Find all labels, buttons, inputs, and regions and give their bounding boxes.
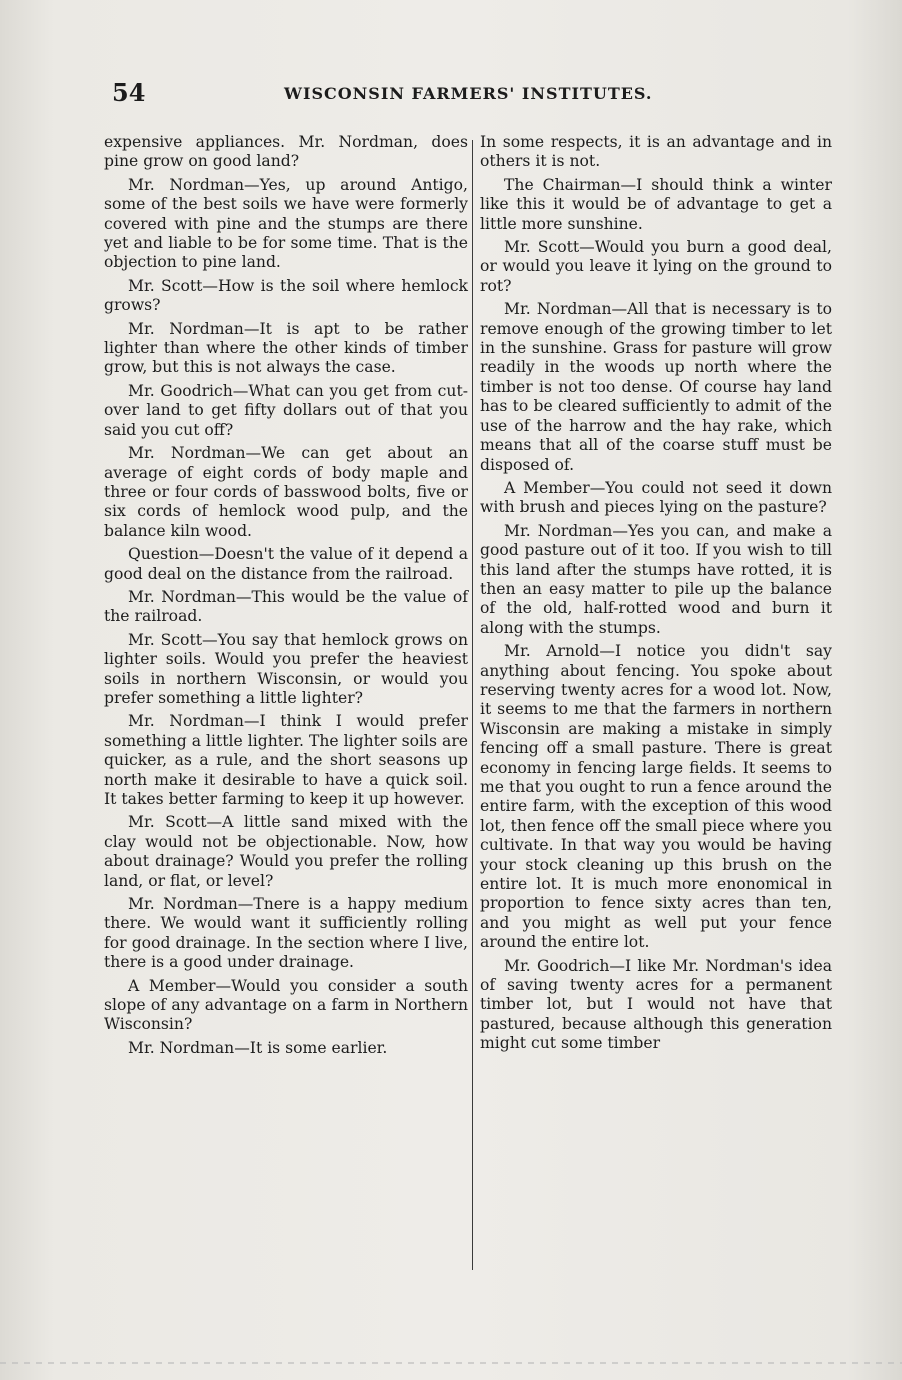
paragraph: A Member—You could not seed it down with brush and pieces lying on the pasture? <box>480 478 832 517</box>
paragraph: The Chairman—I should think a winter like this it would be of advantage to get a little more sunshine. <box>480 175 832 233</box>
paragraph: A Member—Would you consider a south slope of any advantage on a farm in Northern Wisconsin? <box>104 976 468 1034</box>
paragraph: Mr. Nordman—Yes, up around Antigo, some of the best soils we have were formerly covered with pine and the stumps are there yet and liable to be for some time. That is the objection to pine land. <box>104 175 468 272</box>
paragraph: Question—Doesn't the value of it depend a good deal on the distance from the railroad. <box>104 545 468 583</box>
paragraph: Mr. Nordman—All that is necessary is to remove enough of the growing timber to let in the sunshine. Grass for pasture will grow readily in the woods up north where the timber is not too dense. Of course hay land has to be cleared sufficiently to admit of the use of the harrow and the hay rake, which means that all of the coarse stuff must be disposed of. <box>480 300 832 474</box>
paragraph: expensive appliances. Mr. Nordman, does pine grow on good land? <box>104 133 468 171</box>
paragraph: Mr. Goodrich—I like Mr. Nordman's idea of saving twenty acres for a permanent timber lot, but I would not have that pastured, because although this generation might cut some timber <box>480 956 832 1053</box>
paragraph: Mr. Nordman—Tnere is a happy medium there. We would want it sufficiently rolling for good drainage. In the section where I live, there is a good under drainage. <box>104 895 468 972</box>
paragraph: Mr. Scott—How is the soil where hemlock grows? <box>104 276 468 315</box>
running-title: WISCONSIN FARMERS' INSTITUTES. <box>284 84 653 103</box>
page-number: 54 <box>112 78 146 107</box>
paragraph: Mr. Nordman—It is apt to be rather lighter than where the other kinds of timber grow, but this is not always the case. <box>104 319 468 377</box>
scan-artifact <box>0 1362 902 1364</box>
column-divider <box>472 140 473 1270</box>
paragraph: Mr. Scott—You say that hemlock grows on lighter soils. Would you prefer the heaviest soils in northern Wisconsin, or would you prefer something a little lighter? <box>104 630 468 707</box>
paragraph: Mr. Nordman—Yes you can, and make a good pasture out of it too. If you wish to till this land after the stumps have rotted, it is then an easy matter to pile up the balance of the old, half-rotted wood and burn it along with the stumps. <box>480 521 832 637</box>
paragraph: In some respects, it is an advantage and in others it is not. <box>480 133 832 171</box>
paragraph: Mr. Nordman—I think I would prefer something a little lighter. The lighter soils are quicker, as a rule, and the short seasons up north make it desirable to have a quick soil. It takes better farming to keep it up however. <box>104 712 468 808</box>
paragraph: Mr. Scott—A little sand mixed with the clay would not be objectionable. Now, how about drainage? Would you prefer the rolling land, or flat, or level? <box>104 813 468 890</box>
right-column <box>480 133 832 1058</box>
left-column <box>104 133 468 1062</box>
paragraph: Mr. Nordman—It is some earlier. <box>128 1038 388 1057</box>
paragraph: Mr. Scott—Would you burn a good deal, or would you leave it lying on the ground to rot? <box>480 238 832 295</box>
paragraph: Mr. Nordman—This would be the value of the railroad. <box>104 587 468 626</box>
paragraph: Mr. Arnold—I notice you didn't say anything about fencing. You spoke about reserving twenty acres for a wood lot. Now, it seems to me that the farmers in northern Wisconsin are making a mistake in simply fencing off a small pasture. There is great economy in fencing large fields. It seems to me that you ought to run a fence around the entire farm, with the exception of this wood lot, then fence off the small piece where you cultivate. In that way you would be having your stock cleaning up this brush on the entire lot. It is much more enonomical in proportion to fence sixty acres than ten, and you might as well put your fence around the entire lot. <box>480 642 832 952</box>
paragraph: Mr. Goodrich—What can you get from cut-over land to get fifty dollars out of that you said you cut off? <box>104 381 468 439</box>
paragraph: Mr. Nordman—We can get about an average of eight cords of body maple and three or four cords of basswood bolts, five or six cords of hemlock wood pulp, and the balance kiln wood. <box>104 444 468 540</box>
page-header <box>112 78 677 118</box>
